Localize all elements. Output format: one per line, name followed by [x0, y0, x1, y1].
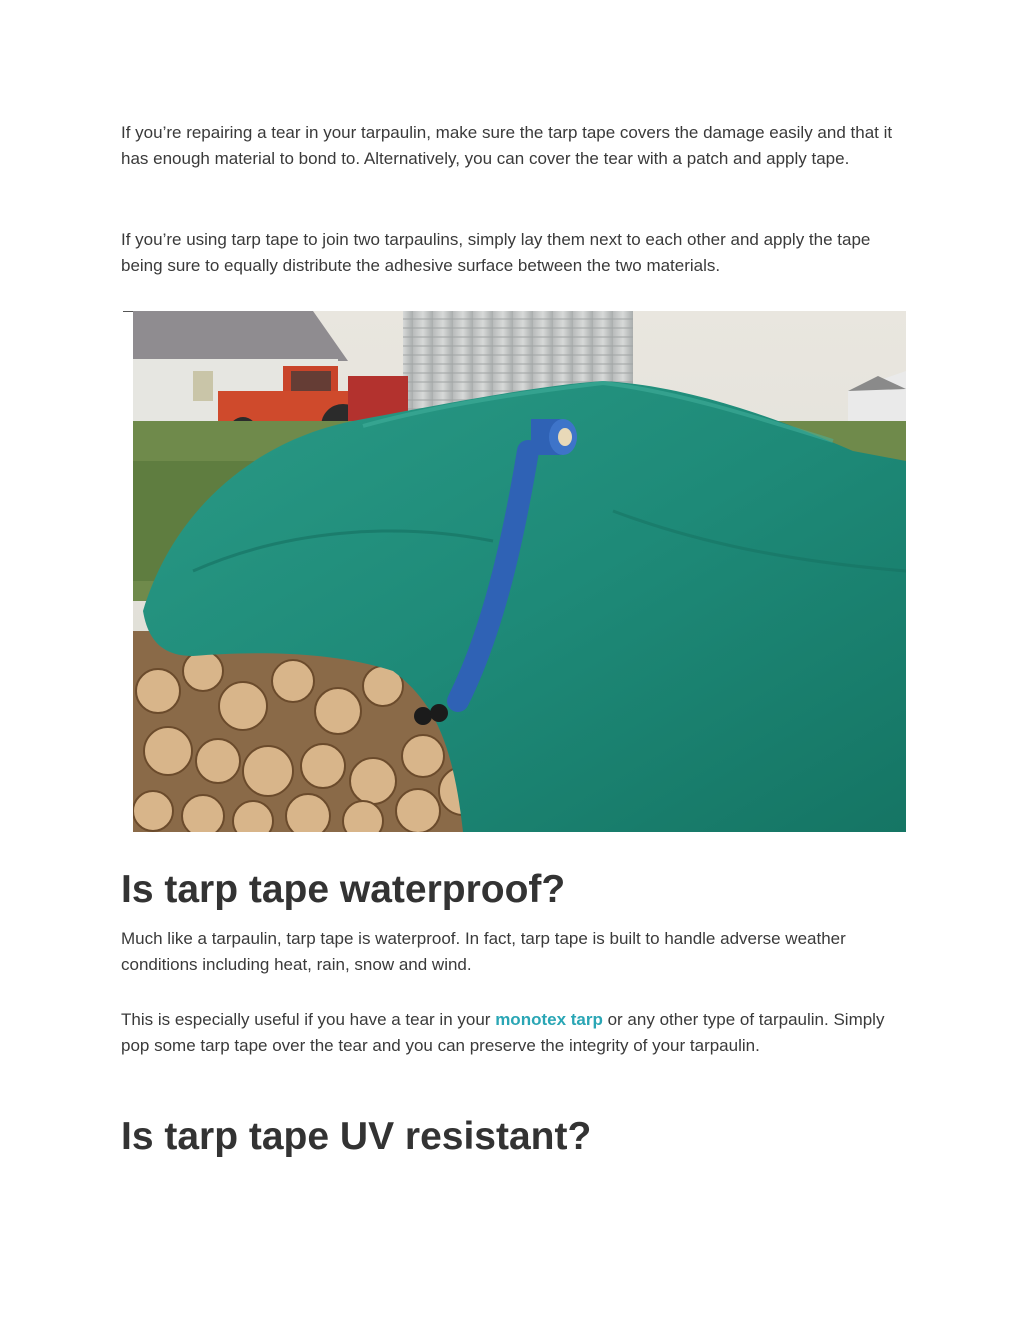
- tear-rest-text: or any other type of tarpaulin. Simply pop some tarp tape over the tear and you can preserve the integrity of your tarpaulin.: [121, 1010, 885, 1055]
- heading-waterproof: Is tarp tape waterproof?: [121, 868, 566, 911]
- heading-uv-resistant: Is tarp tape UV resistant?: [121, 1115, 592, 1158]
- paragraph-waterproof: Much like a tarpaulin, tarp tape is waterproof. In fact, tarp tape is built to handle adverse weather conditions including heat, rain, snow and wind.: [121, 929, 846, 974]
- tarp-firewood-photo: [133, 311, 906, 832]
- tear-intro-text: This is especially useful if you have a tear in your: [121, 1010, 496, 1029]
- monotex-tarp-link[interactable]: monotex tarp: [495, 1010, 603, 1029]
- paragraph-tear-usage: [121, 1007, 911, 1058]
- paragraph-join-tarps: If you’re using tarp tape to join two tarpaulins, simply lay them next to each other and apply the tape being sure to equally distribute the adhesive surface between the two materials.: [121, 230, 871, 275]
- paragraph-repair-tear: If you’re repairing a tear in your tarpaulin, make sure the tarp tape covers the damage easily and that it has enough material to bond to. Alternatively, you can cover the tear with a patch and apply tape.: [121, 123, 893, 168]
